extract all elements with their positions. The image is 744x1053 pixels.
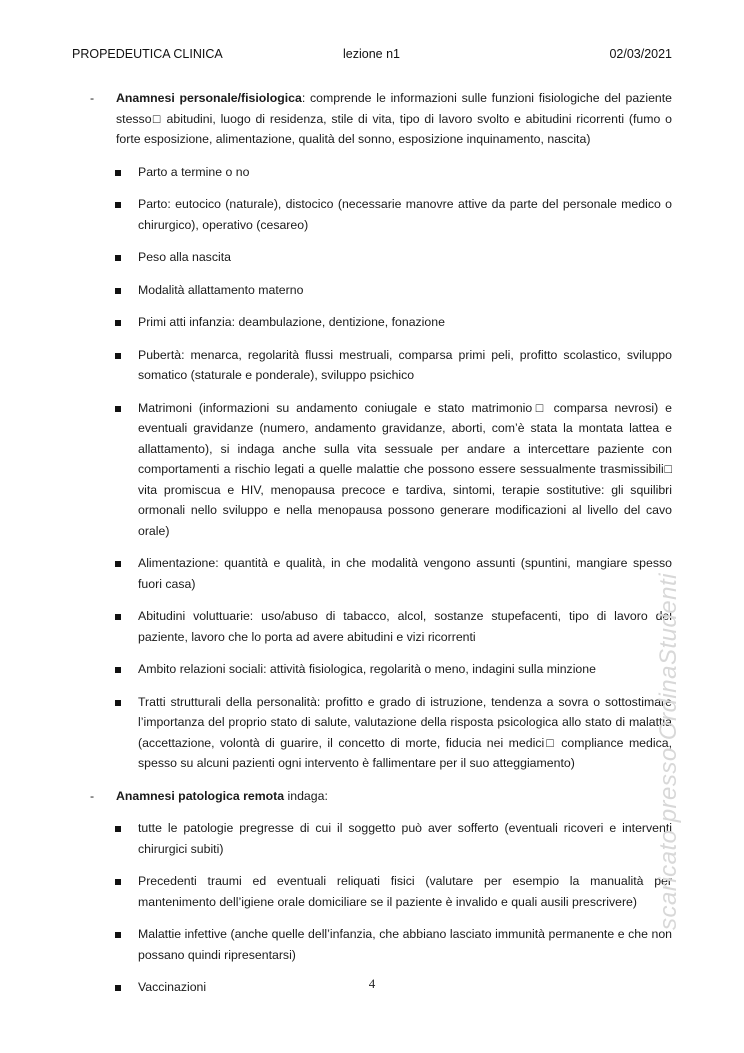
list-item-text: Tratti strutturali della personalità: profitto e grado di istruzione, tendenza a sovra o sottostimare l’importanza del proprio stato di salute, valutazione della risposta psicologica allo stato di malattia (accettazione, volontà di guarire, il concetto di morte, fiducia nei medici□ compliance medica, spesso su alcuni pazienti ogni intervento è fallimentare per il suo atteggiamento) bbox=[138, 694, 672, 770]
list-item bbox=[90, 606, 672, 647]
square-bullet-icon bbox=[115, 170, 121, 176]
list-item-text: Alimentazione: quantità e qualità, in che modalità vengono assunti (spuntini, mangiare spesso fuori casa) bbox=[138, 556, 672, 591]
section-title: Anamnesi personale/fisiologica bbox=[116, 91, 302, 105]
square-bullet-icon bbox=[115, 255, 121, 261]
square-bullet-icon bbox=[115, 932, 121, 938]
list-item-text: Ambito relazioni sociali: attività fisiologica, regolarità o meno, indagini sulla minzione bbox=[138, 662, 596, 676]
square-bullet-icon bbox=[115, 667, 121, 673]
bullet-list bbox=[90, 162, 672, 774]
list-item-text: Pubertà: menarca, regolarità flussi mestruali, comparsa primi peli, profitto scolastico, sviluppo somatico (staturale e ponderale), sviluppo psichico bbox=[138, 347, 672, 382]
page-number: 4 bbox=[368, 976, 376, 991]
list-item bbox=[90, 280, 672, 301]
list-item bbox=[90, 818, 672, 859]
list-item bbox=[90, 162, 672, 183]
square-bullet-icon bbox=[115, 320, 121, 326]
list-item-text: Malattie infettive (anche quelle dell’infanzia, che abbiano lasciato immunità permanente e che non possano quindi ripresentarsi) bbox=[138, 927, 672, 962]
square-bullet-icon bbox=[115, 288, 121, 294]
square-bullet-icon bbox=[115, 879, 121, 885]
list-item-text: Precedenti traumi ed eventuali reliquati fisici (valutare per esempio la manualità per mantenimento dell’igiene orale domiciliare se il paziente è invalido e quali ausili prescrivere) bbox=[138, 874, 672, 909]
square-bullet-icon bbox=[115, 700, 121, 706]
watermark: scaricato presso OrdinaStudenti bbox=[655, 572, 682, 930]
dash-marker: - bbox=[90, 91, 95, 105]
square-bullet-icon bbox=[115, 353, 121, 359]
section-anamnesi-fisiologica bbox=[90, 88, 672, 150]
list-item-text: Parto a termine o no bbox=[138, 164, 250, 179]
list-item-text: Vaccinazioni bbox=[138, 980, 207, 994]
list-item-text: tutte le patologie pregresse di cui il soggetto può aver sofferto (eventuali ricoveri e interventi chirurgici subiti) bbox=[138, 821, 672, 856]
section-anamnesi-patologica-remota bbox=[90, 786, 672, 807]
list-item bbox=[90, 194, 672, 235]
list-item bbox=[90, 692, 672, 774]
section-intro: indaga: bbox=[284, 788, 328, 803]
square-bullet-icon bbox=[115, 614, 121, 620]
document-body bbox=[90, 88, 672, 998]
dash-marker: - bbox=[90, 788, 95, 803]
square-bullet-icon bbox=[115, 826, 121, 832]
list-item-text: Peso alla nascita bbox=[138, 250, 231, 264]
list-item bbox=[90, 924, 672, 965]
page-header bbox=[72, 47, 672, 67]
list-item bbox=[90, 553, 672, 594]
list-item bbox=[90, 659, 672, 680]
bullet-list bbox=[90, 818, 672, 998]
square-bullet-icon bbox=[115, 406, 121, 412]
list-item bbox=[90, 345, 672, 386]
square-bullet-icon bbox=[115, 202, 121, 208]
list-item bbox=[90, 247, 672, 268]
list-item-text: Abitudini voluttuarie: uso/abuso di tabacco, alcol, sostanze stupefacenti, tipo di lavoro del paziente, lavoro che lo porta ad avere abitudini e vizi ricorrenti bbox=[138, 609, 672, 644]
section-title: Anamnesi patologica remota bbox=[116, 788, 285, 803]
header-course-title: PROPEDEUTICA CLINICA bbox=[72, 47, 223, 61]
list-item-text: Matrimoni (informazioni su andamento coniugale e stato matrimonio□ comparsa nevrosi) e eventuali gravidanze (numero, andamento gravidanze, aborti, com’è stata la montata lattea e allattamento), si indaga anche sulla vita sessuale per andare a intercettare paziente con comportamenti a rischio legati a quelle malattie che possono essere sessualmente trasmissibili□ vita promiscua e HIV, menopausa precoce e tardiva, sintomi, terapie sostitutive: gli squilibri ormonali nello sviluppo e nella menopausa possono generare modificazioni al livello del cavo orale) bbox=[138, 400, 672, 538]
list-item-text: Primi atti infanzia: deambulazione, dentizione, fonazione bbox=[138, 315, 445, 329]
square-bullet-icon bbox=[115, 561, 121, 567]
list-item-text: Modalità allattamento materno bbox=[138, 282, 304, 297]
list-item bbox=[90, 871, 672, 912]
section-intro: : comprende le informazioni sulle funzioni fisiologiche del paziente stesso□ abitudini, luogo di residenza, stile di vita, tipo di lavoro svolto e abitudini ricorrenti (fumo o forte esposizione, alimentazione, qualità del sonno, esposizione inquinamento, nascita) bbox=[116, 91, 673, 146]
list-item bbox=[90, 312, 672, 333]
header-date: 02/03/2021 bbox=[609, 47, 672, 61]
list-item-text: Parto: eutocico (naturale), distocico (necessarie manovre attive da parte del personale medico o chirurgico), operativo (cesareo) bbox=[138, 197, 672, 232]
list-item bbox=[90, 398, 672, 542]
header-lesson: lezione n1 bbox=[343, 47, 400, 61]
